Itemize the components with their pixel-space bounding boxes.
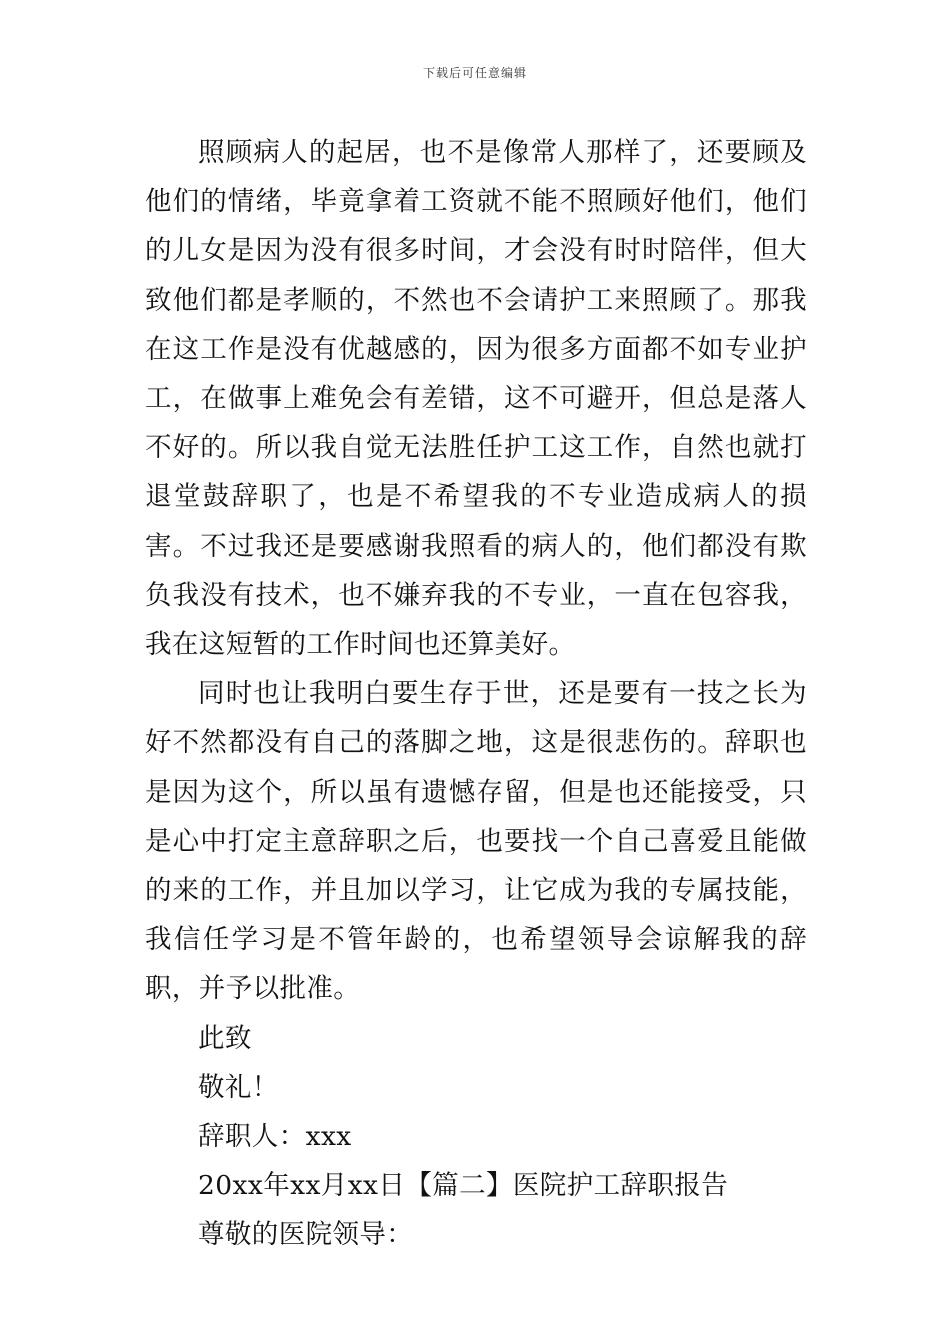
closing-line-1: 此致	[198, 1022, 252, 1054]
date-and-next-title: 20xx年xx月xx日【篇二】医院护工辞职报告	[198, 1170, 729, 1202]
document-body	[145, 128, 807, 1260]
salutation-line: 尊敬的医院领导：	[198, 1219, 414, 1251]
closing-line-2: 敬礼！	[198, 1071, 279, 1103]
signature-line: 辞职人：xxx	[198, 1121, 352, 1153]
paragraph-1: 照顾病人的起居，也不是像常人那样了，还要顾及他们的情绪，毕竟拿着工资就不能不照顾好他们，他们的儿女是因为没有很多时间，才会没有时时陪伴，但大致他们都是孝顺的，不然也不会请护工来照顾了。那我在这工作是没有优越感的，因为很多方面都不如专业护工，在做事上难免会有差错，这不可避开，但总是落人不好的。所以我自觉无法胜任护工这工作，自然也就打退堂鼓辞职了，也是不希望我的不专业造成病人的损害。不过我还是要感谢我照看的病人的，他们都没有欺负我没有技术，也不嫌弃我的不专业，一直在包容我，我在这短暂的工作时间也还算美好。	[145, 137, 807, 661]
paragraph-2: 同时也让我明白要生存于世，还是要有一技之长为好不然都没有自己的落脚之地，这是很悲伤的。辞职也是因为这个，所以虽有遗憾存留，但是也还能接受，只是心中打定主意辞职之后，也要找一个自己喜爱且能做的来的工作，并且加以学习，让它成为我的专属技能，我信任学习是不管年龄的，也希望领导会谅解我的辞职，并予以批准。	[145, 678, 807, 1005]
page-header: 下载后可任意编辑	[422, 66, 527, 80]
